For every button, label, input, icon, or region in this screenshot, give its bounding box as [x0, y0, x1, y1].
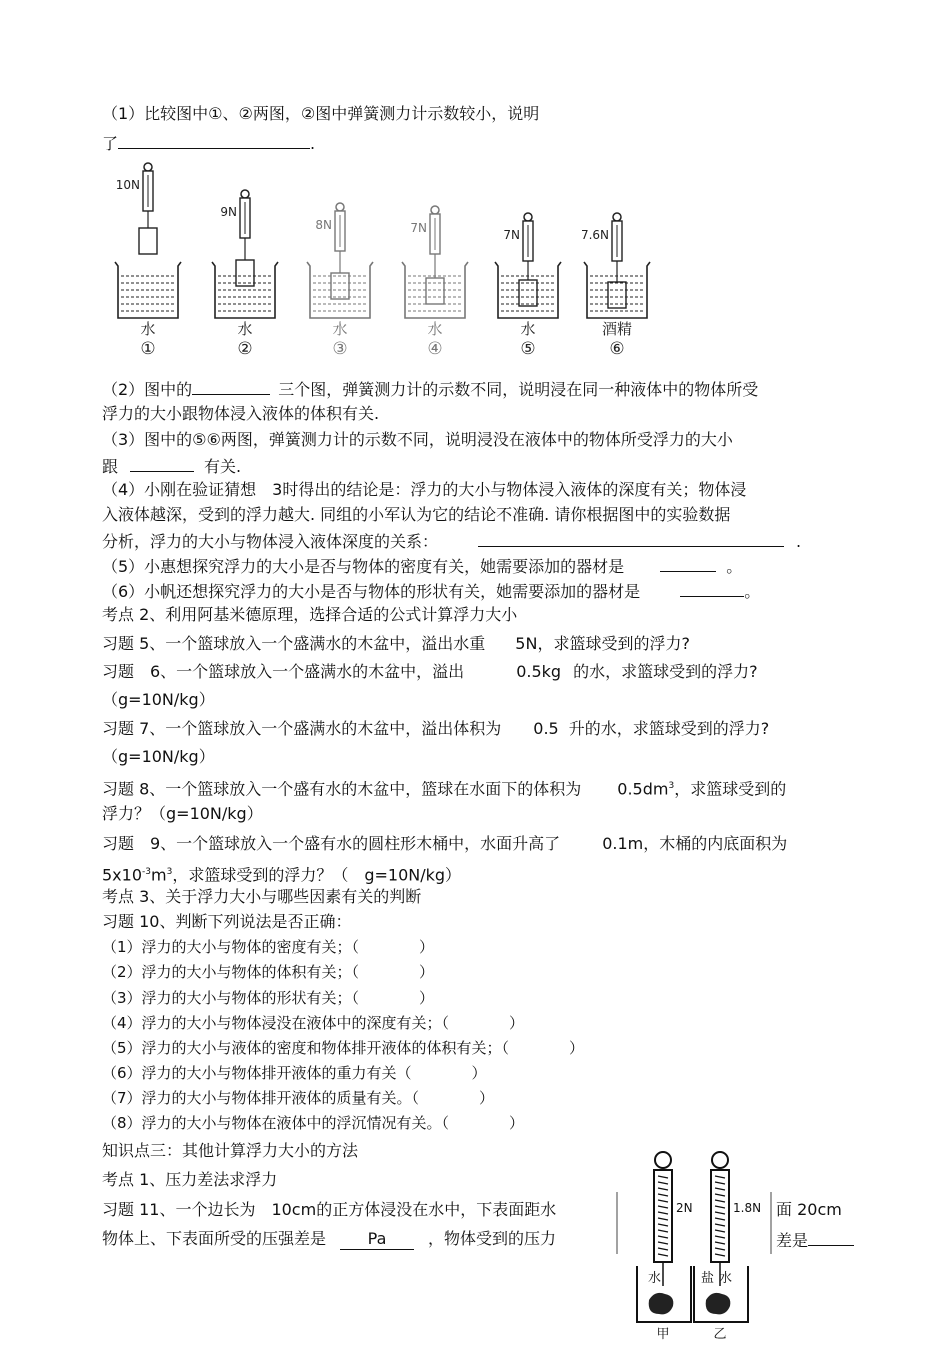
exercise-5: 习题 5、一个篮球放入一个盛满水的木盆中，溢出水重 5N，求篮球受到的浮力? [102, 634, 690, 653]
exercise-11-line1: 习题 11、一个边长为 10cm的正方体浸没在水中，下表面距水 [102, 1200, 557, 1219]
figure-number: ⑤ [520, 339, 536, 359]
scale-reading: 9N [220, 205, 237, 219]
scale-ring [712, 1152, 728, 1168]
judge-item: （2）浮力的大小与物体的体积有关；（ ） [102, 963, 435, 981]
liquid-label: 酒精 [601, 320, 633, 338]
judge-item: （1）浮力的大小与物体的密度有关；（ ） [102, 938, 435, 956]
keypoint-3: 考点 3、关于浮力大小与哪些因素有关的判断 [102, 887, 422, 906]
spring-scale-figure [100, 158, 660, 363]
q3-line2: 跟 有关. [102, 457, 242, 476]
q5: （5）小惠想探究浮力的大小是否与物体的密度有关，她需要添加的器材是 。 [102, 557, 743, 576]
q4-line1: （4）小刚在验证猜想 3时得出的结论是：浮力的大小与物体浸入液体的深度有关；物体浸 [102, 480, 747, 499]
liquid-label: 水 [427, 320, 443, 338]
answer-blank[interactable] [808, 1229, 854, 1246]
figure-number: ⑥ [609, 339, 625, 359]
q2-line2: 浮力的大小跟物体浸入液体的体积有关. [102, 404, 380, 423]
metal-block [139, 228, 157, 254]
liquid-label: 水 [332, 320, 348, 338]
q4-line2: 入液体越深，受到的浮力越大. 同组的小军认为它的结论不准确. 请你根据图中的实验数据 [102, 505, 731, 524]
knowledge-point-3: 知识点三：其他计算浮力大小的方法 [102, 1141, 359, 1160]
scale-ring [336, 203, 344, 211]
scale-ring [241, 190, 249, 198]
exercise-6: 习题 6、一个篮球放入一个盛满水的木盆中，溢出 0.5kg 的水，求篮球受到的浮力? [102, 662, 758, 681]
metal-block [331, 273, 349, 299]
scale-reading: 2N [676, 1201, 693, 1215]
exercise-9-line2: $5x10^{-3}m^3$，求篮球受到的浮力？（ g=10N/kg） [102, 865, 462, 885]
keypoint-1: 考点 1、压力差法求浮力 [102, 1170, 278, 1189]
rock [649, 1293, 674, 1314]
spring-scale-body [711, 1170, 729, 1262]
scale-reading: 7N [410, 221, 427, 235]
judge-item: （4）浮力的大小与物体浸没在液体中的深度有关；（ ） [102, 1014, 525, 1032]
exercise-11-line2: 物体上、下表面所受的压强差是 Pa ，物体受到的压力 [102, 1229, 557, 1248]
rock [706, 1293, 731, 1314]
exercise-11-r2: 差是 [776, 1229, 854, 1251]
figure-number: ③ [332, 339, 348, 359]
liquid-label: 水 [520, 320, 536, 338]
q1-line1: （1）比较图中①、②两图，②图中弹簧测力计示数较小，说明 [102, 104, 540, 123]
judge-item: （3）浮力的大小与物体的形状有关；（ ） [102, 989, 435, 1007]
spring-scale-body [654, 1170, 672, 1262]
scale-reading: 10N [115, 178, 140, 192]
figure-label: 甲 [656, 1327, 670, 1342]
answer-blank[interactable] [118, 132, 310, 149]
scale-ring [613, 213, 621, 221]
figure-number: ④ [427, 339, 443, 359]
scale-reading: 8N [315, 218, 332, 232]
liquid-label: 水 [140, 320, 156, 338]
liquid-label: 水 [237, 320, 253, 338]
answer-blank[interactable]: Pa [340, 1229, 414, 1250]
answer-blank[interactable] [130, 455, 194, 472]
scale-ring [524, 213, 532, 221]
q1-line2: 了 . [102, 134, 316, 153]
figure-label: 乙 [713, 1327, 727, 1342]
answer-blank[interactable] [660, 555, 716, 572]
judge-item: （7）浮力的大小与物体排开液体的质量有关。（ ） [102, 1089, 495, 1107]
scale-reading: 7N [503, 228, 520, 242]
judge-item: （5）浮力的大小与液体的密度和物体排开液体的体积有关；（ ） [102, 1039, 585, 1057]
scale-reading: 7.6N [580, 228, 609, 242]
exercise-9: 习题 9、一个篮球放入一个盛有水的圆柱形木桶中，水面升高了 0.1m，木桶的内底面积为 [102, 834, 788, 853]
answer-blank[interactable] [680, 580, 744, 597]
answer-blank[interactable] [478, 530, 784, 547]
pressure-difference-figure [615, 1148, 775, 1342]
metal-block [519, 280, 537, 306]
q3-line1: （3）图中的⑤⑥两图，弹簧测力计的示数不同，说明浸没在液体中的物体所受浮力的大小 [102, 430, 733, 449]
q6: （6）小帆还想探究浮力的大小是否与物体的形状有关，她需要添加的器材是 。 [102, 582, 761, 601]
metal-block [426, 278, 444, 304]
scale-ring [655, 1152, 671, 1168]
liquid-label: 水 [648, 1271, 662, 1286]
exercise-7: 习题 7、一个篮球放入一个盛满水的木盆中，溢出体积为 0.5 升的水，求篮球受到的浮力? [102, 719, 770, 738]
figure-number: ① [140, 339, 156, 359]
scale-ring [144, 163, 152, 171]
judge-item: （6）浮力的大小与物体排开液体的重力有关（ ） [102, 1064, 487, 1082]
exercise-8-line2: 浮力？（g=10N/kg） [102, 804, 263, 823]
q4-line3: 分析，浮力的大小与物体浸入液体深度的关系： . [102, 532, 802, 551]
scale-reading: 1.8N [733, 1201, 762, 1215]
exercise-7-g: （g=10N/kg） [102, 747, 215, 766]
metal-block [236, 260, 254, 286]
judge-item: （8）浮力的大小与物体在液体中的浮沉情况有关。（ ） [102, 1114, 525, 1132]
exercise-11-r1: 面 20cm [776, 1200, 842, 1219]
keypoint-2: 考点 2、利用阿基米德原理，选择合适的公式计算浮力大小 [102, 605, 518, 624]
q2-line1: （2）图中的 三个图，弹簧测力计的示数不同，说明浸在同一种液体中的物体所受 [102, 380, 759, 399]
liquid-label: 水 [719, 1271, 733, 1286]
exercise-10-title: 习题 10、判断下列说法是否正确： [102, 912, 352, 931]
figure-number: ② [237, 339, 253, 359]
liquid-label: 盐 [701, 1271, 715, 1286]
exercise-8: 习题 8、一个篮球放入一个盛有水的木盆中，篮球在水面下的体积为 $0.5dm^3$，求篮球受到的 [102, 779, 787, 799]
exercise-6-g: （g=10N/kg） [102, 690, 215, 709]
scale-ring [431, 206, 439, 214]
answer-blank[interactable] [192, 378, 270, 395]
